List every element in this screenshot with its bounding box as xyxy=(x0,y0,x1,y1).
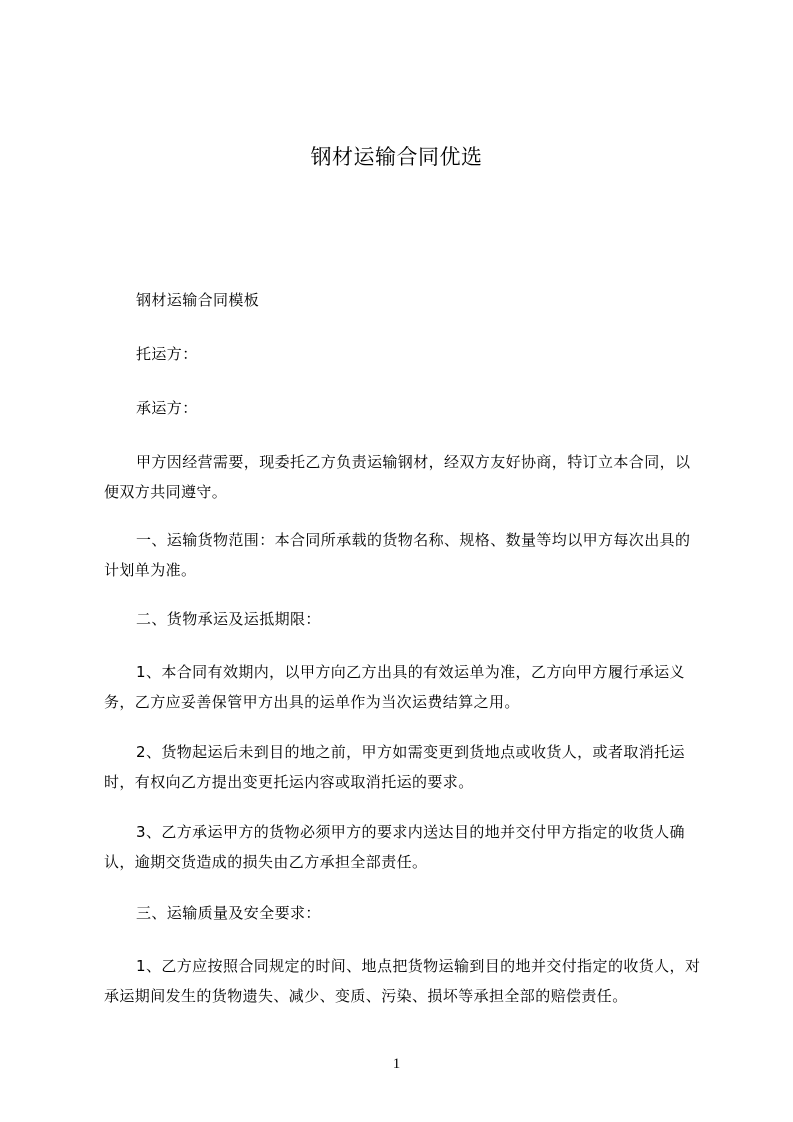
paragraph-consignor: 托运方： xyxy=(136,345,198,363)
paragraph-carrier: 承运方： xyxy=(136,399,198,417)
paragraph-section-1: 一、运输货物范围：本合同所承载的货物名称、规格、数量等均以甲方每次出具的计划单为准。 xyxy=(104,531,691,579)
paragraph-section-3-heading: 三、运输质量及安全要求： xyxy=(136,904,321,922)
document-title: 钢材运输合同优选 xyxy=(310,145,483,169)
paragraph-section-2-heading: 二、货物承运及运抵期限： xyxy=(136,610,321,628)
paragraph-template-name: 钢材运输合同模板 xyxy=(136,291,260,309)
page-number: 1 xyxy=(392,1056,401,1072)
paragraph-section-2-item-1: 1、本合同有效期内，以甲方向乙方出具的有效运单为准，乙方向甲方履行承运义务，乙方应妥善保管甲方出具的运单作为当次运费结算之用。 xyxy=(104,663,685,711)
paragraph-section-2-item-3: 3、乙方承运甲方的货物必须甲方的要求内送达目的地并交付甲方指定的收货人确认，逾期交货造成的损失由乙方承担全部责任。 xyxy=(104,823,685,871)
paragraph-section-2-item-2: 2、货物起运后未到目的地之前，甲方如需变更到货地点或收货人，或者取消托运时，有权向乙方提出变更托运内容或取消托运的要求。 xyxy=(104,743,685,791)
paragraph-section-3-item-1: 1、乙方应按照合同规定的时间、地点把货物运输到目的地并交付指定的收货人，对承运期间发生的货物遗失、减少、变质、污染、损坏等承担全部的赔偿责任。 xyxy=(104,957,701,1005)
paragraph-preamble: 甲方因经营需要，现委托乙方负责运输钢材，经双方友好协商，特订立本合同，以便双方共同遵守。 xyxy=(104,453,691,501)
